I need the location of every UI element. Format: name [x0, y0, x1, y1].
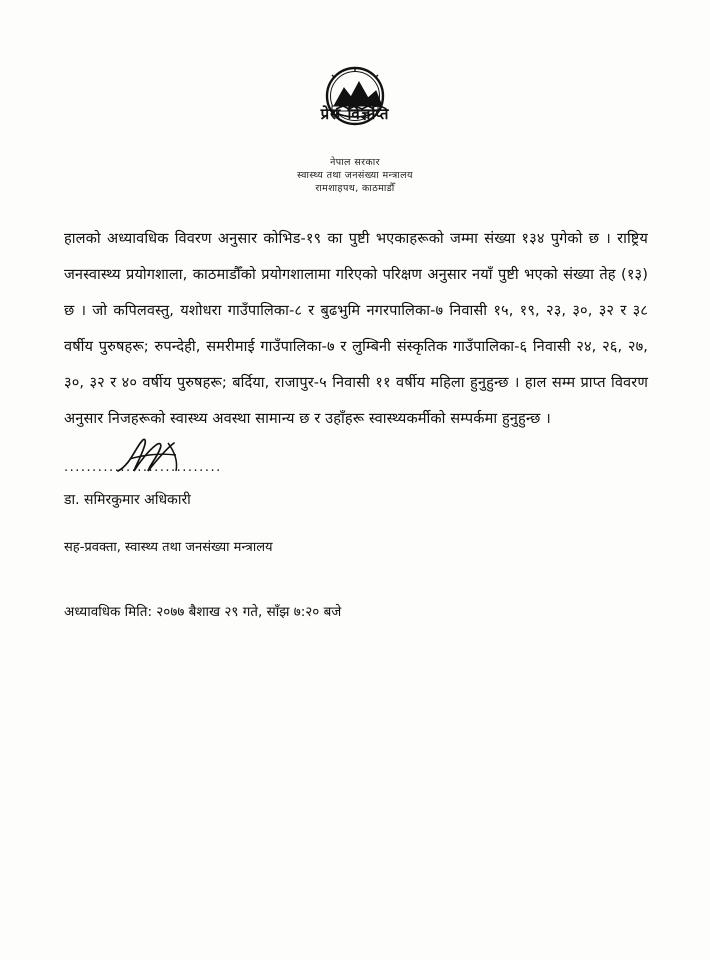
letterhead-line-address: रामशाहपथ, काठमाडौँ — [315, 183, 395, 194]
press-release-heading: प्रेस विज्ञप्ति — [320, 105, 390, 123]
signatory-role: सह-प्रवक्ता, स्वास्थ्य तथा जनसंख्या मन्त्रालय — [64, 540, 273, 555]
update-datetime: अध्यावधिक मिति: २०७७ बैशाख २९ गते, साँझ ७:२० बजे — [64, 604, 342, 620]
handwritten-signature-icon — [108, 435, 218, 479]
letterhead-line-ministry: स्वास्थ्य तथा जनसंख्या मन्त्रालय — [297, 170, 413, 181]
notice-paragraph: हालको अध्यावधिक विवरण अनुसार कोभिड-१९ का पुष्टी भएकाहरूको जम्मा संख्या १३४ पुगेको छ । राष्ट्रिय जनस्वास्थ्य प्रयोगशाला, काठमाडौँको प्रयोगशालामा गरिएको परिक्षण अनुसार नयाँ पुष्टी भएको संख्या तेह (१३) छ । जो कपिलवस्तु, यशोधरा गाउँपालिका-८ र बुढभुमि नगरपालिका-७ निवासी १५, १९, २३, ३०, ३२ र ३८ वर्षीय पुरुषहरू; रुपन्देही, समरीमाई गाउँपालिका-७ र लुम्बिनी संस्कृतिक गाउँपालिका-६ निवासी २४, २६, २७, ३०, ३२ र ४० वर्षीय पुरुषहरू; बर्दिया, राजापुर-५ निवासी ११ वर्षीय महिला हुनुहुन्छ । हाल सम्म प्राप्त विवरण अनुसार निजहरूको स्वास्थ्य अवस्था सामान्य छ र उहाँहरू स्वास्थ्यकर्मीको सम्पर्कमा हुनुहुन्छ । — [64, 230, 648, 427]
signature-dots-left: .............. — [64, 460, 143, 475]
notice-body — [64, 221, 648, 437]
letterhead — [0, 0, 710, 195]
signatory-name: डा. समिरकुमार अधिकारी — [64, 492, 191, 508]
signature-dots-right: .............. — [142, 460, 222, 475]
emblem-block — [280, 66, 430, 162]
letterhead-line-government: नेपाल सरकार — [330, 157, 380, 168]
signature-block — [64, 461, 710, 623]
